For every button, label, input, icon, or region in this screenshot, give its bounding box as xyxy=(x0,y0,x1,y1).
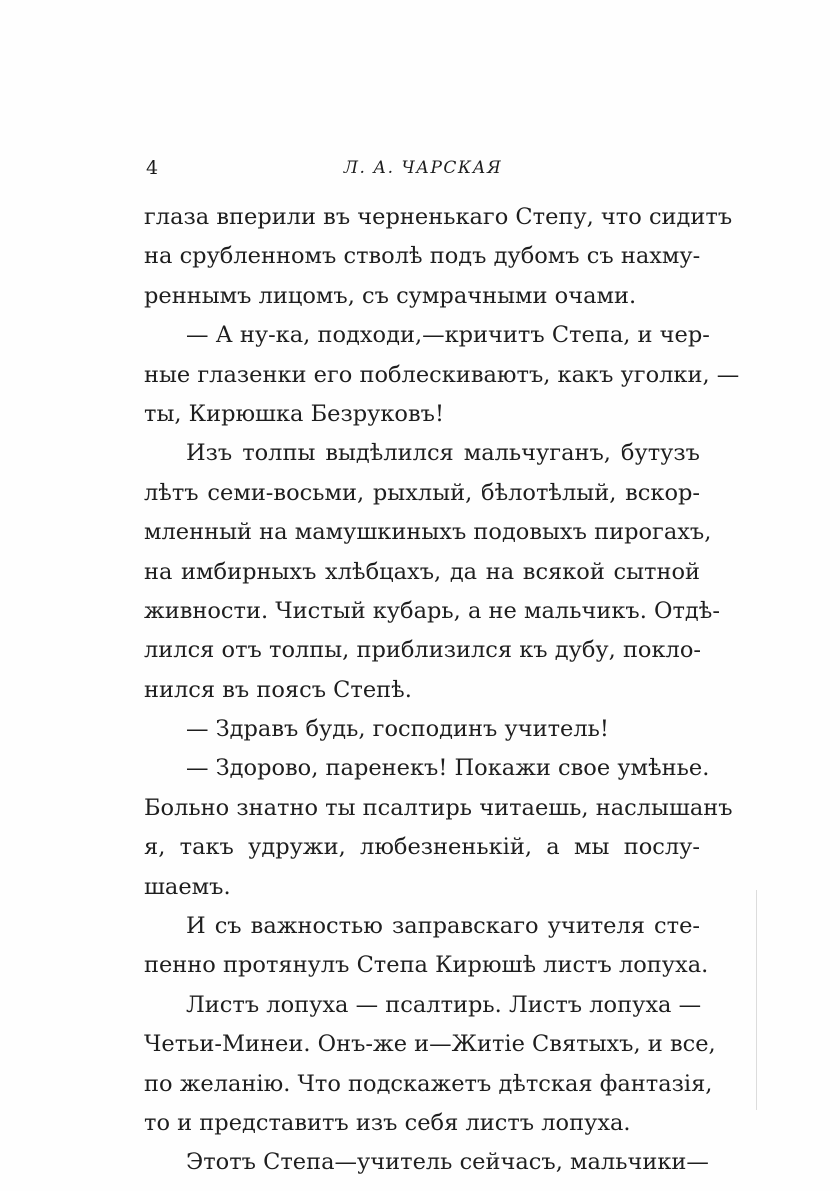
text-line: нился въ поясъ Степѣ. xyxy=(144,676,412,703)
text-line: на имбирныхъ хлѣбцахъ, да на всякой сытной xyxy=(144,558,700,585)
text-line: Больно знатно ты псалтирь читаешь, наслышанъ xyxy=(144,794,733,821)
margin-shadow xyxy=(756,890,757,1110)
text-line: реннымъ лицомъ, съ сумрачными очами. xyxy=(144,282,637,309)
text-line: ты, Кирюшка Безруковъ! xyxy=(144,400,445,427)
text-line: Листъ лопуха — псалтирь. Листъ лопуха — xyxy=(186,991,702,1018)
text-line: И съ важностью заправскаго учителя сте- xyxy=(186,913,700,940)
text-line: шаемъ. xyxy=(144,873,231,900)
text-line: на срубленномъ стволѣ подъ дубомъ съ нахму- xyxy=(144,243,701,270)
page-header xyxy=(146,157,700,183)
text-line: — Здравъ будь, господинъ учитель! xyxy=(186,716,609,743)
page-number: 4 xyxy=(146,157,159,179)
text-line: я, такъ удружи, любезненькій, а мы послу- xyxy=(144,834,700,861)
text-line: глаза вперили въ черненькаго Степу, что сидитъ xyxy=(144,204,733,230)
text-line: по желанію. Что подскажетъ дѣтская фантазія, xyxy=(144,1070,713,1097)
text-line: мленный на мамушкиныхъ подовыхъ пирогахъ, xyxy=(144,519,712,546)
body-text xyxy=(144,198,740,1183)
text-line: Этотъ Степа—учитель сейчасъ, мальчики— xyxy=(186,1149,709,1176)
text-line: — А ну-ка, подходи,—кричитъ Степа, и чер- xyxy=(186,322,710,349)
text-line: — Здорово, паренекъ! Покажи свое умѣнье. xyxy=(186,755,710,782)
text-line: лѣтъ семи-восьми, рыхлый, бѣлотѣлый, вскор- xyxy=(144,479,700,506)
text-line: живности. Чистый кубарь, а не мальчикъ. Отдѣ- xyxy=(144,597,720,624)
text-line: Изъ толпы выдѣлился мальчуганъ, бутузъ xyxy=(186,440,700,467)
text-line: лился отъ толпы, приблизился къ дубу, покло- xyxy=(144,637,701,664)
running-head: Л. А. ЧАРСКАЯ xyxy=(343,158,503,178)
text-line: Четьи-Минеи. Онъ-же и—Житіе Святыхъ, и все, xyxy=(144,1031,716,1058)
text-line: ные глазенки его поблескиваютъ, какъ уголки, — xyxy=(144,361,740,388)
text-line: то и представитъ изъ себя листъ лопуха. xyxy=(144,1109,631,1136)
text-line: пенно протянулъ Степа Кирюшѣ листъ лопуха. xyxy=(144,952,709,979)
